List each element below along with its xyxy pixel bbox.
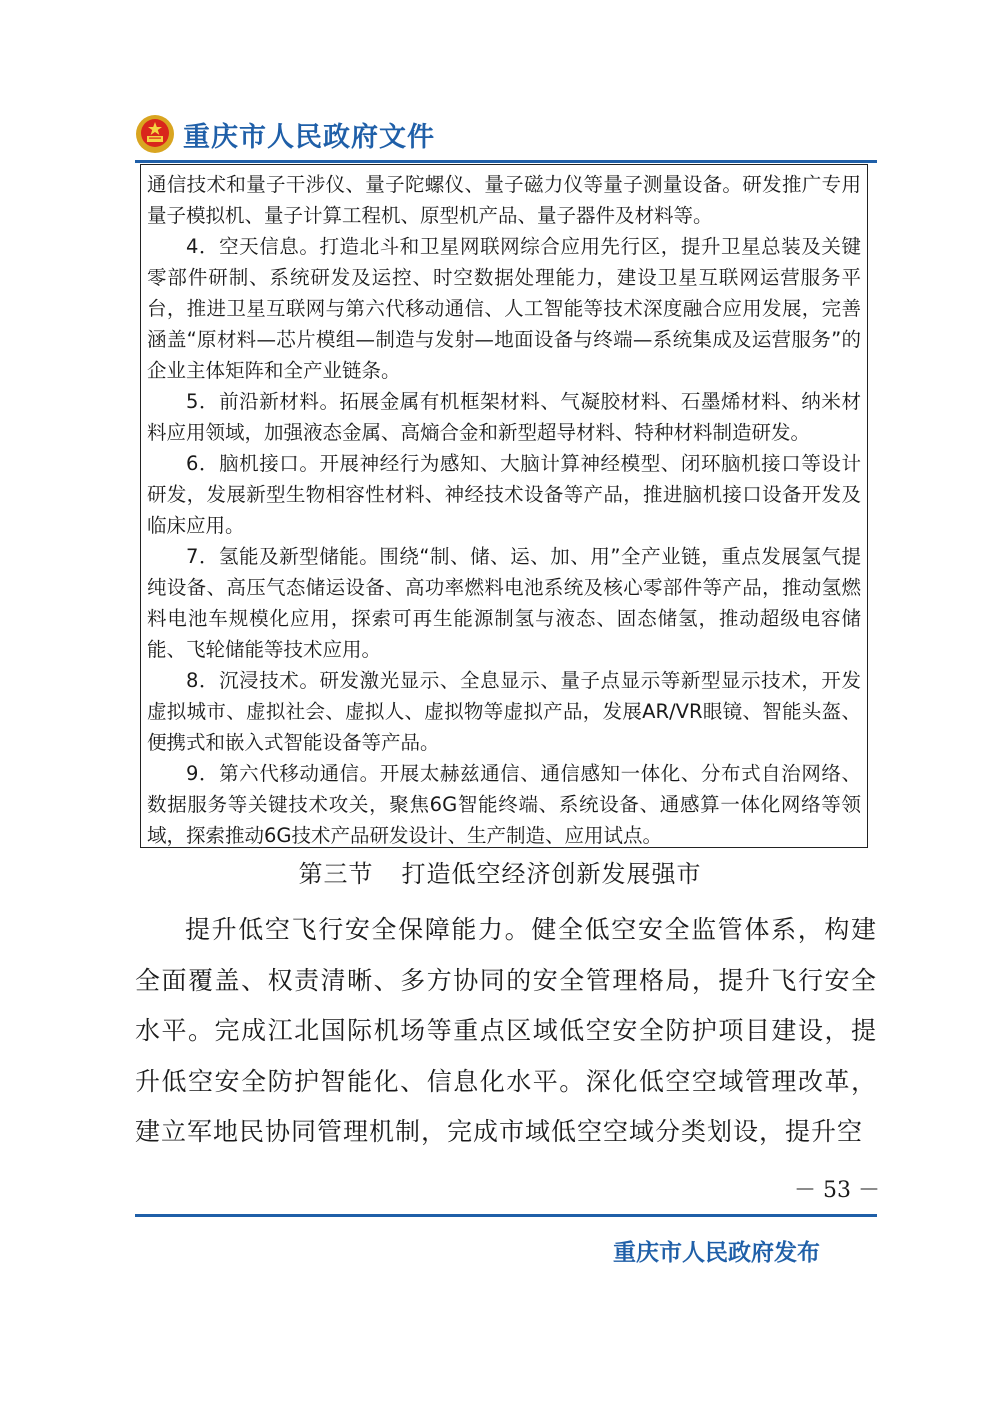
footer-publisher: 重庆市人民政府发布	[613, 1239, 820, 1266]
document-header	[135, 112, 435, 156]
header-divider	[135, 160, 877, 163]
body-paragraph: 提升低空飞行安全保障能力。健全低空安全监管体系，构建全面覆盖、权责清晰、多方协同的安全管理格局，提升飞行安全水平。完成江北国际机场等重点区域低空安全防护项目建设，提升低空安全防护智能化、信息化水平。深化低空空域管理改革，建立军地民协同管理机制，完成市域低空空域分类划设，提升空	[135, 915, 877, 1146]
section-title: 打造低空经济创新发展强市	[401, 860, 702, 888]
box-paragraph: 8．沉浸技术。研发激光显示、全息显示、量子点显示等新型显示技术，开发虚拟城市、虚拟社会、虚拟人、虚拟物等虚拟产品，发展AR/VR眼镜、智能头盔、便携式和嵌入式智能设备等产品。	[147, 669, 861, 754]
national-emblem-icon	[135, 114, 175, 154]
body-text	[135, 905, 877, 1158]
box-paragraph: 6．脑机接口。开展神经行为感知、大脑计算神经模型、闭环脑机接口等设计研发，发展新型生物相容性材料、神经技术设备等产品，推进脑机接口设备开发及临床应用。	[147, 452, 861, 537]
bordered-text-box	[140, 164, 868, 848]
section-number: 第三节	[298, 860, 374, 888]
box-paragraph: 4．空天信息。打造北斗和卫星网联网综合应用先行区，提升卫星总装及关键零部件研制、系统研发及运控、时空数据处理能力，建设卫星互联网运营服务平台，推进卫星互联网与第六代移动通信、人工智能等技术深度融合应用发展，完善涵盖“原材料—芯片模组—制造与发射—地面设备与终端—系统集成及运营服务”的企业主体矩阵和全产业链条。	[147, 235, 861, 382]
box-paragraph: 5．前沿新材料。拓展金属有机框架材料、气凝胶材料、石墨烯材料、纳米材料应用领域，加强液态金属、高熵合金和新型超导材料、特种材料制造研发。	[147, 390, 861, 444]
box-paragraph: 9．第六代移动通信。开展太赫兹通信、通信感知一体化、分布式自治网络、数据服务等关键技术攻关，聚焦6G智能终端、系统设备、通感算一体化网络等领域，探索推动6G技术产品研发设计、生产制造、应用试点。	[147, 762, 861, 847]
header-title: 重庆市人民政府文件	[183, 121, 435, 153]
page-number: － 53 －	[794, 1178, 880, 1203]
section-heading	[0, 856, 1000, 892]
box-paragraph: 通信技术和量子干涉仪、量子陀螺仪、量子磁力仪等量子测量设备。研发推广专用量子模拟机、量子计算工程机、原型机产品、量子器件及材料等。	[147, 173, 861, 227]
footer-divider	[135, 1214, 877, 1217]
box-paragraph: 7．氢能及新型储能。围绕“制、储、运、加、用”全产业链，重点发展氢气提纯设备、高压气态储运设备、高功率燃料电池系统及核心零部件等产品，推动氢燃料电池车规模化应用，探索可再生能源制氢与液态、固态储氢，推动超级电容储能、飞轮储能等技术应用。	[147, 545, 861, 661]
